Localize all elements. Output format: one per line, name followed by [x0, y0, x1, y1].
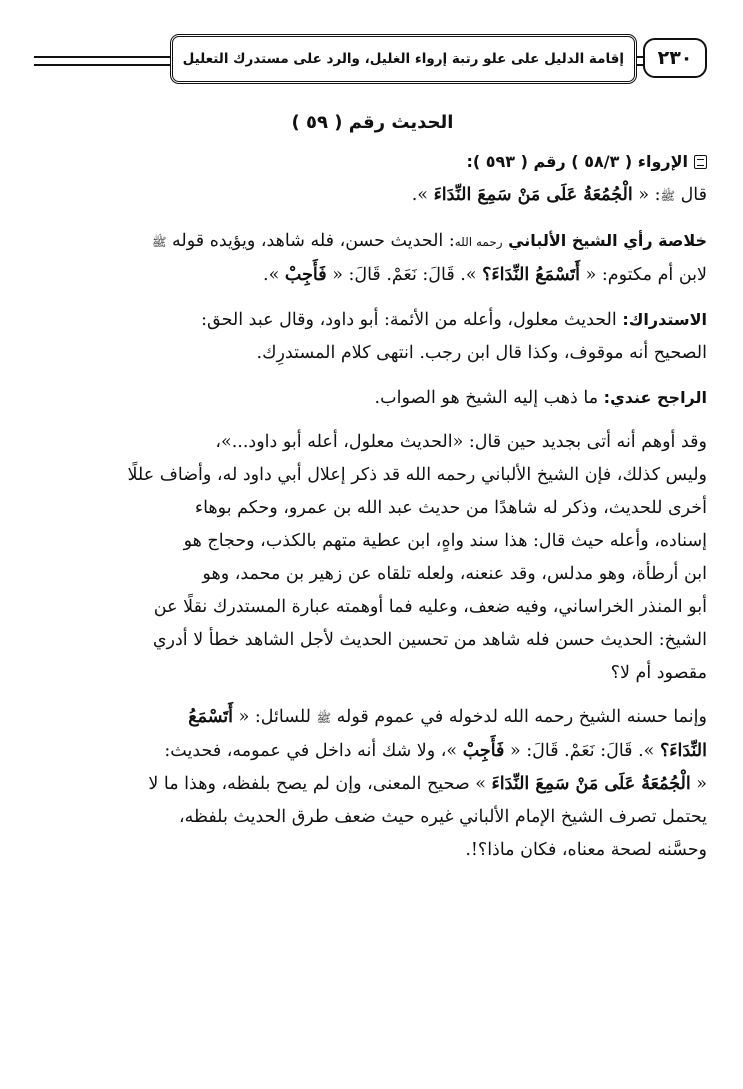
honorific: رحمه الله [454, 235, 503, 249]
summary-prefix: لابن أم مكتوم: « [585, 265, 707, 285]
quoted-question: أَتَسْمَعُ النِّدَاءَ؟ [482, 265, 581, 285]
discussion-line: مقصود أم لا؟ [610, 663, 707, 683]
rajih-block [38, 381, 707, 415]
istidrak-line-1 [38, 303, 707, 337]
summary-text: : الحديث حسن، فله شاهد، ويؤيده قوله [172, 231, 455, 251]
rajih-label: الراجح عندي: [603, 388, 707, 407]
running-title: إقامة الدليل على علو رتبة إرواء الغليل، والرد على مستدرك التعليل [170, 34, 637, 84]
istidrak-text-1: الحديث معلول، وأعله من الأئمة: أبو داود، وقال عبد الحق: [201, 310, 617, 330]
quote-open: : « [638, 185, 661, 205]
discussion-block [38, 426, 707, 690]
salutation: ﷺ [316, 711, 332, 725]
discussion-line: وقد أوهم أنه أتى بجديد حين قال: «الحديث معلول، أعله أبو داود...»، [215, 432, 707, 452]
final-line-5: وحسَّنه لصحة معناه، فكان ماذا؟!. [465, 840, 707, 860]
rajih-text: ما ذهب إليه الشيخ هو الصواب. [374, 388, 599, 408]
discussion-line: الشيخ: الحديث حسن فله شاهد من تحسين الحديث لأجل الشاهد خطأ لا أدري [152, 630, 707, 650]
istidrak-label: الاستدراك: [622, 310, 707, 329]
irwa-label: الإرواء ( ٥٨/٣ ) رقم ( ٥٩٣ ): [466, 152, 688, 171]
discussion-line: أخرى للحديث، وذكر له شاهدًا من حديث عبد الله بن عمرو، وحكم بوهاء [194, 498, 707, 518]
salutation: ﷺ [660, 189, 675, 203]
irwa-reference-line [38, 145, 707, 179]
final-text-1b: للسائل: « [238, 707, 311, 727]
final-quote-1: أَتَسْمَعُ [188, 707, 234, 727]
rajih-line [38, 381, 707, 415]
running-header [34, 32, 707, 84]
final-text-2a: ». قَالَ: نَعَمْ. قَالَ: « [510, 741, 655, 761]
final-text-1a: وإنما حسنه الشيخ رحمه الله لدخوله في عموم قوله [336, 707, 707, 727]
quote-close: ». [411, 185, 428, 205]
discussion-line: وليس كذلك، فإن الشيخ الألباني رحمه الله قد ذكر إعلال أبي داود له، وأضاف عللًا [127, 465, 707, 485]
quoted-answer: فَأَجِبْ [284, 265, 327, 285]
irwa-block [38, 145, 707, 213]
final-text-3b: » صحيح المعنى، وإن لم يصح بلفظه، وهذا ما لا [148, 774, 486, 794]
said-prefix: قال [680, 185, 707, 205]
final-text-3a: « [696, 774, 707, 794]
final-line-2 [38, 735, 707, 768]
final-block [38, 701, 707, 867]
summary-line-1 [38, 224, 707, 259]
final-line-3 [38, 768, 707, 801]
summary-line-2 [38, 259, 707, 292]
final-line-1 [38, 701, 707, 735]
summary-block [38, 224, 707, 292]
final-text-2b: »، ولا شك أنه داخل في عمومه، فحديث: [164, 741, 458, 761]
discussion-line: إسناده، وأعله حيث قال: هذا سند واهٍ، ابن عطية متهم بالكذب، وحجاج هو [183, 531, 707, 551]
discussion-line: أبو المنذر الخراساني، وفيه ضعف، وعليه فما أوهمته عبارة المستدرك نقلًا عن [153, 597, 707, 617]
hadith-text: الْجُمُعَةُ عَلَى مَنْ سَمِعَ النِّدَاءَ [433, 185, 633, 205]
istidrak-line-2: الصحيح أنه موقوف، وكذا قال ابن رجب. انتهى كلام المستدرِك. [256, 343, 707, 363]
salutation: ﷺ [151, 235, 167, 249]
book-icon [694, 155, 707, 169]
istidrak-block [38, 303, 707, 370]
summary-mid: ». قَالَ: نَعَمْ. قَالَ: « [332, 265, 477, 285]
page-content [38, 112, 707, 878]
final-quote-3: فَأَجِبْ [462, 741, 505, 761]
final-quote-2: النِّدَاءَ؟ [659, 741, 707, 761]
final-quote-4: الْجُمُعَةُ عَلَى مَنْ سَمِعَ النِّدَاءَ [491, 774, 691, 794]
page-number: ٢٣٠ [643, 38, 707, 78]
irwa-hadith-line [38, 179, 707, 213]
final-line-4: يحتمل تصرف الشيخ الإمام الألباني غيره حيث ضعف طرق الحديث بلفظه، [178, 807, 707, 827]
discussion-line: ابن أرطأة، وهو مدلس، وقد عنعنه، ولعله تلقاه عن زهير بن محمد، وهو [202, 564, 707, 584]
summary-label: خلاصة رأي الشيخ الألباني [508, 231, 707, 250]
hadith-number-title: الحديث رقم ( ٥٩ ) [291, 112, 454, 133]
summary-end: ». [263, 265, 280, 285]
